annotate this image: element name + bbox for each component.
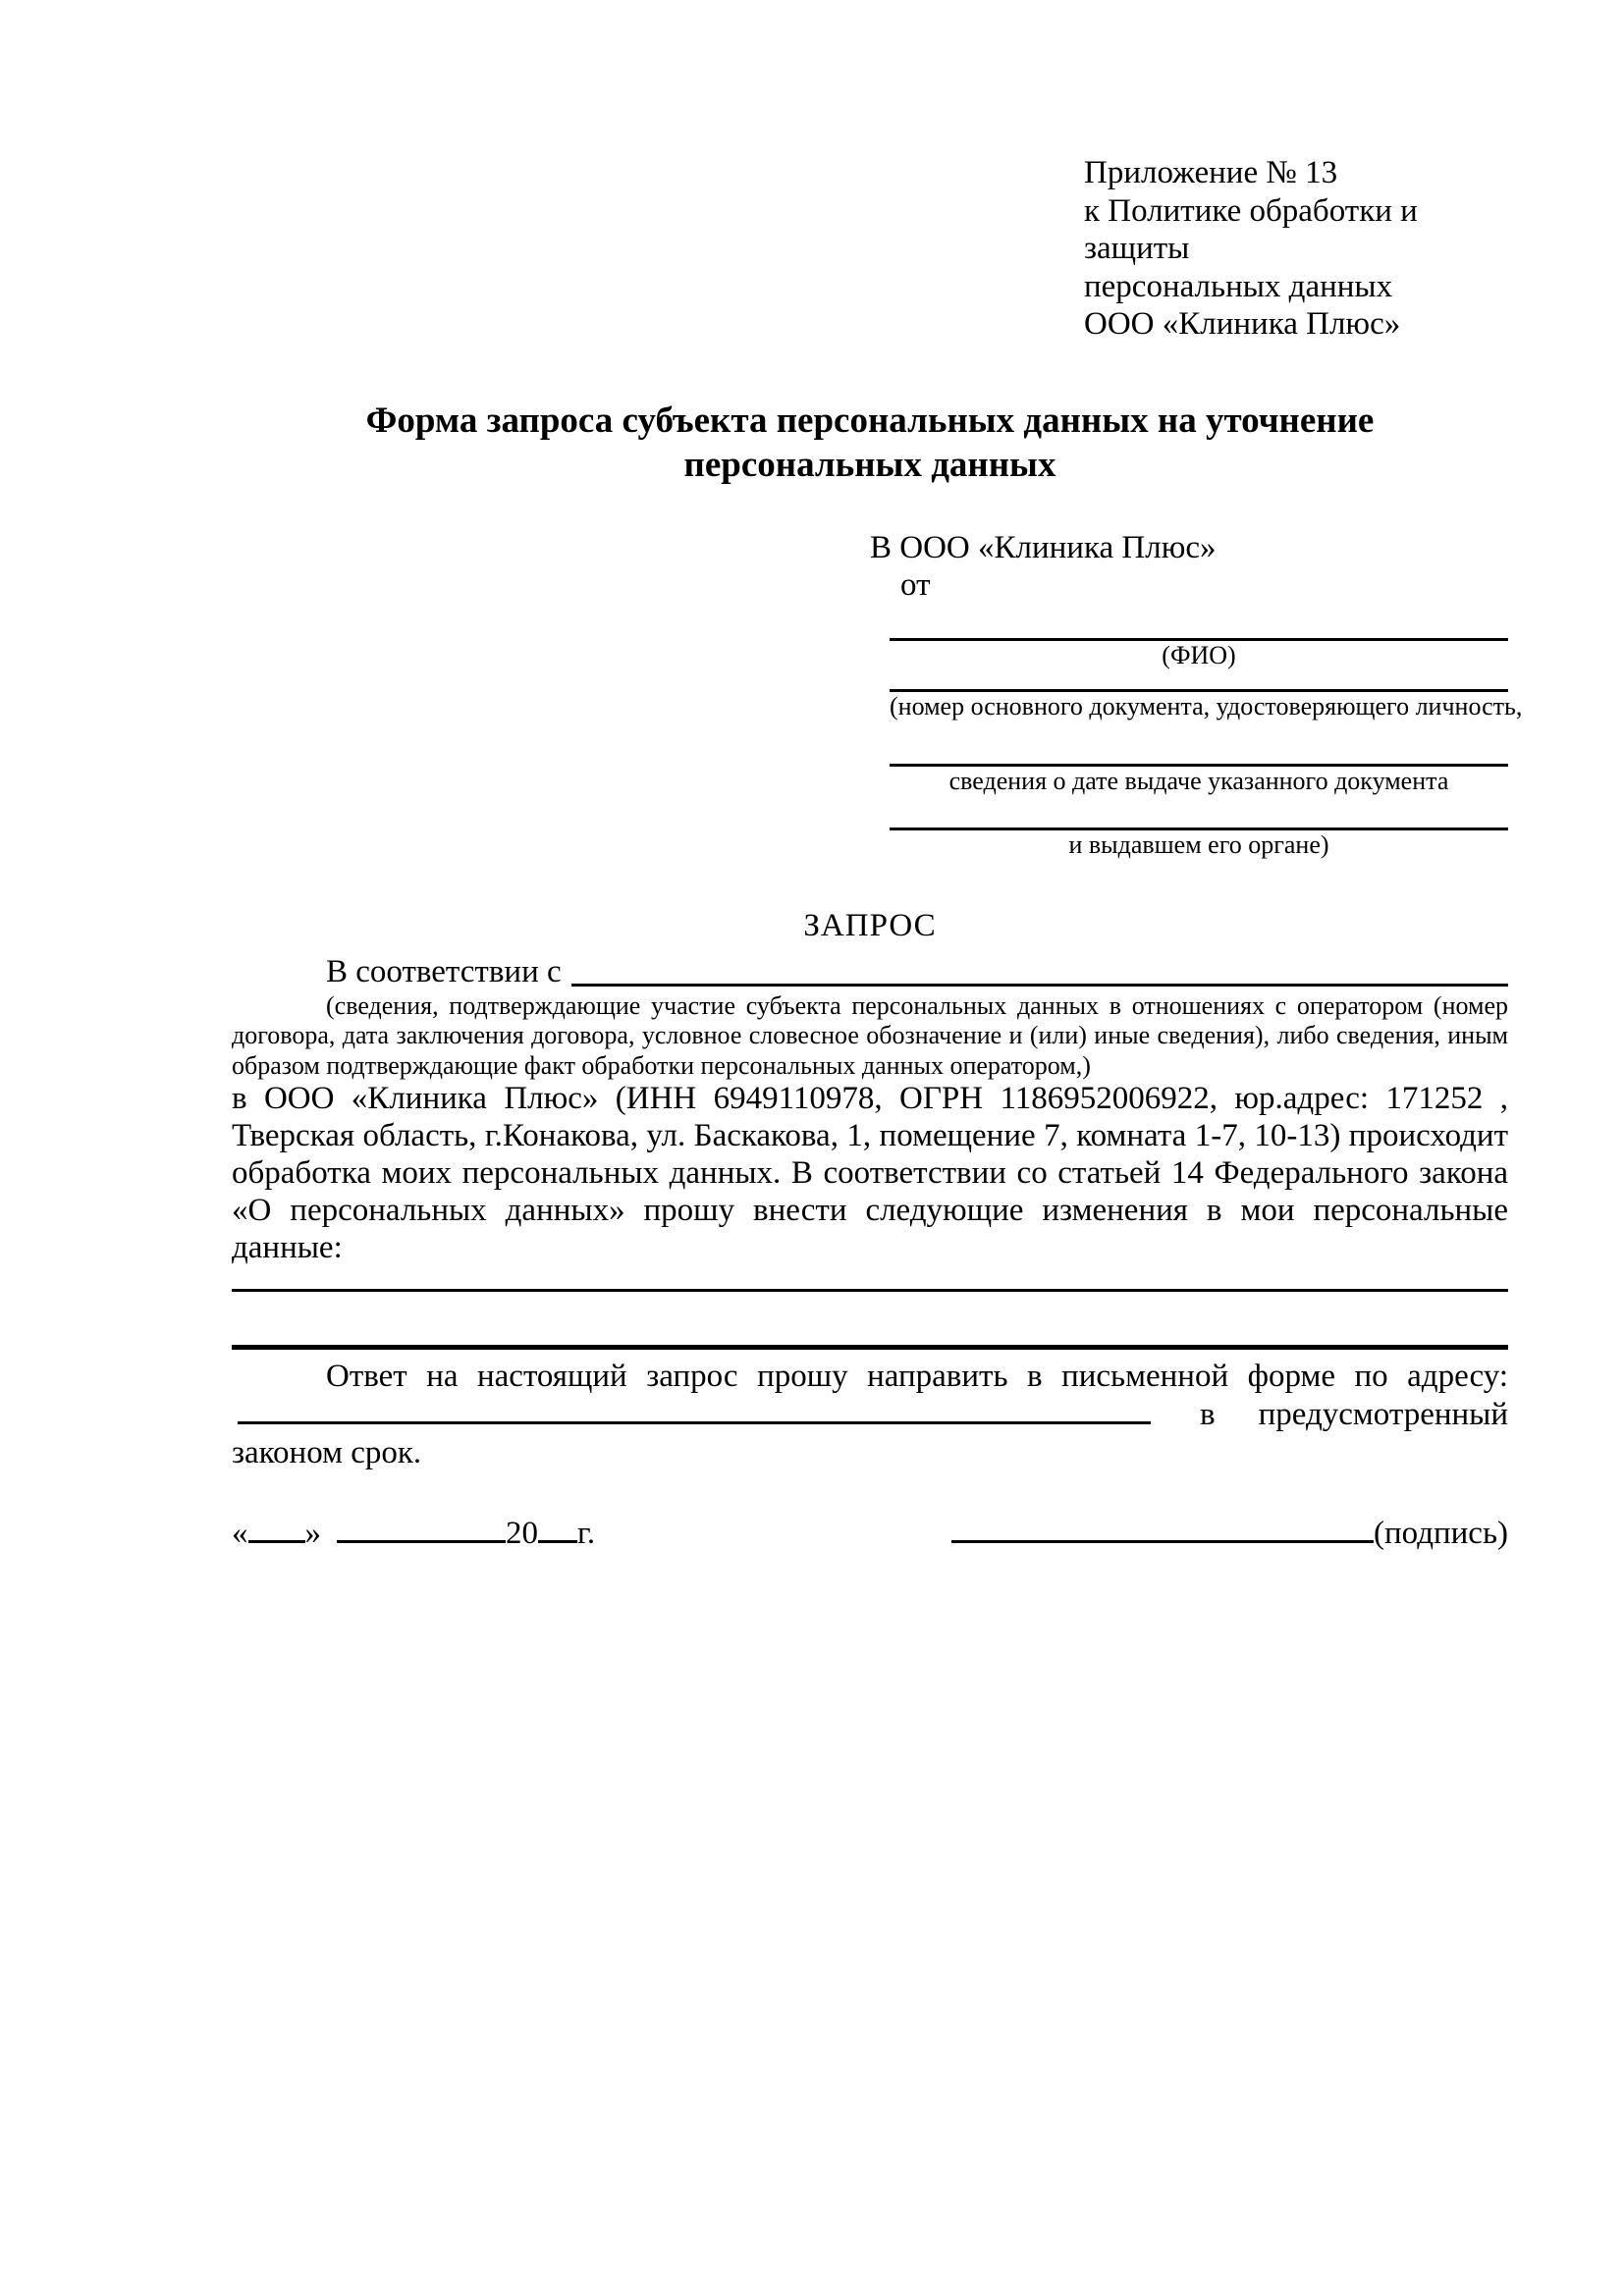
- changes-blank-line-2: [232, 1345, 1508, 1350]
- changes-blank-line-1: [232, 1289, 1508, 1292]
- form-title-line-1: Форма запроса субъекта персональных данных на уточнение: [365, 400, 1375, 442]
- signature-caption: (подпись): [1374, 1515, 1508, 1551]
- request-body-paragraph: в ООО «Клиника Плюс» (ИНН 6949110978, ОГРН 1186952006922, юр.адрес: 171252 , Тверская область, г.Конакова, ул. Баскакова, 1, помещение 7, комната 1-7, 10-13) происходит обработка моих персональных данных. В соответствии со статьей 14 Федерального закона «О персональных данных» прошу внести следующие изменения в мои персональные данные:: [232, 1081, 1508, 1265]
- date-year-prefix: 20: [506, 1515, 538, 1551]
- reply-paragraph: [232, 1358, 1508, 1472]
- request-heading: ЗАПРОС: [803, 907, 937, 943]
- appendix-line-1: Приложение № 13: [1084, 155, 1338, 190]
- appendix-block: [1084, 154, 1508, 344]
- date-field: [232, 1516, 595, 1553]
- signature-blank-line: [951, 1540, 1374, 1543]
- form-title-line-2: персональных данных: [683, 445, 1056, 486]
- appendix-line-4: ООО «Клиника Плюс»: [1084, 306, 1401, 343]
- basis-row: [232, 954, 1508, 991]
- appendix-line-2: к Политике обработки и защиты: [1084, 192, 1418, 267]
- issue-date-caption: сведения о дате выдаче указанного документа: [948, 766, 1449, 795]
- date-year-blank: [538, 1540, 577, 1543]
- form-title: [232, 399, 1508, 487]
- date-year-suffix: г.: [577, 1515, 596, 1551]
- basis-footnote: (сведения, подтверждающие участие субъекта персональных данных в отношениях с оператором (номер договора, дата заключения договора, условное словесное обозначение и (или) иные сведения), либо сведения, иным образом подтверждающие факт обработки персональных данных оператором,): [232, 990, 1508, 1080]
- fio-caption: (ФИО): [1162, 641, 1236, 670]
- date-day-blank: [248, 1540, 305, 1543]
- date-signature-row: [232, 1516, 1508, 1553]
- date-open-quote: «: [232, 1515, 248, 1551]
- identity-document-caption: (номер основного документа, удостоверяющего личность,: [890, 691, 1523, 721]
- basis-blank-line: [571, 984, 1508, 987]
- reply-address-blank-line: [238, 1421, 1151, 1424]
- signature-field: [951, 1516, 1508, 1553]
- reply-prefix-text: Ответ на настоящий запрос прошу направить в письменной форме по адресу:: [326, 1358, 1508, 1394]
- page-content: [232, 154, 1523, 1552]
- addressee-from-label: от: [900, 567, 931, 604]
- date-month-blank: [337, 1540, 506, 1543]
- issuing-authority-caption: и выдавшем его органе): [1068, 830, 1329, 860]
- appendix-line-3: персональных данных: [1084, 268, 1393, 304]
- date-close-quote: »: [304, 1515, 321, 1551]
- reply-suffix-text: в предусмотренный законом срок.: [232, 1396, 1508, 1470]
- addressee-block: [870, 530, 1523, 861]
- basis-prefix-text: В соответствии с: [326, 953, 562, 989]
- addressee-organization: В ООО «Клиника Плюс»: [870, 530, 1217, 566]
